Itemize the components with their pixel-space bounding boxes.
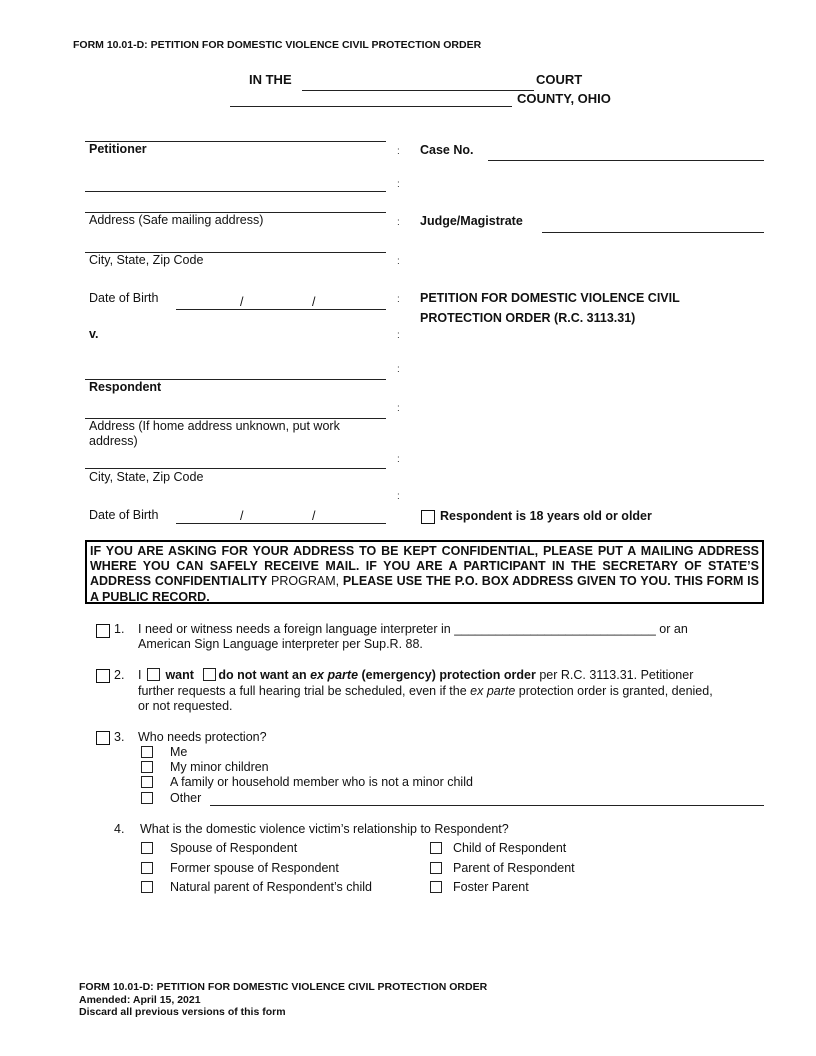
respondent-age-checkbox[interactable] (421, 510, 435, 524)
q1-text-line-1 (138, 622, 688, 636)
q2-ex-parte: ex parte (310, 668, 359, 682)
respondent-city-line[interactable] (85, 468, 386, 469)
q3-option-label: Me (170, 745, 188, 759)
caption-colon: : (397, 330, 400, 341)
q2-emergency-order: (emergency) protection order (358, 668, 536, 682)
q3-option-label: Other (170, 791, 202, 805)
versus-label: v. (89, 327, 99, 341)
q4-option-checkbox[interactable] (141, 881, 153, 893)
q3-option-checkbox[interactable] (141, 776, 153, 788)
q2-do-not-want-checkbox[interactable] (203, 668, 216, 681)
q1-text-a: I need or witness needs a foreign language interpreter in (138, 622, 451, 636)
q2-want-label: want (165, 668, 194, 682)
dob-slash: / (312, 509, 316, 523)
q3-option-label: A family or household member who is not a minor child (170, 775, 473, 789)
dob-slash: / (240, 509, 244, 523)
dob-slash: / (312, 295, 316, 309)
respondent-dob-line[interactable] (176, 523, 386, 524)
q4-number: 4. (114, 822, 125, 836)
q3-checkbox[interactable] (96, 731, 110, 745)
q3-option-checkbox[interactable] (141, 746, 153, 758)
q4-option-label: Spouse of Respondent (170, 841, 298, 855)
respondent-address-label-1: Address (If home address unknown, put work (89, 419, 340, 433)
caption-colon: : (397, 403, 400, 414)
q1-text-line-2: American Sign Language interpreter per Sup.R. 88. (138, 637, 423, 651)
q4-option-checkbox[interactable] (430, 842, 442, 854)
q2-rest-line-1: per R.C. 3113.31. Petitioner (535, 668, 694, 682)
q4-question: What is the domestic violence victim’s relationship to Respondent? (140, 822, 509, 836)
q2-text-line-3: or not requested. (138, 699, 233, 713)
respondent-label: Respondent (89, 380, 162, 394)
q2-number: 2. (114, 668, 125, 682)
q2-i: I (138, 668, 142, 682)
q4-option-checkbox[interactable] (141, 842, 153, 854)
q4-option-label: Foster Parent (453, 880, 529, 894)
q2-checkbox[interactable] (96, 669, 110, 683)
court-name-line[interactable] (302, 90, 534, 91)
q4-option-label: Child of Respondent (453, 841, 567, 855)
petitioner-dob-line[interactable] (176, 309, 386, 310)
q1-number: 1. (114, 622, 125, 636)
petition-title-line-2: PROTECTION ORDER (R.C. 3113.31) (420, 311, 636, 325)
q2-text-line-1 (138, 668, 693, 682)
caption-colon: : (397, 454, 400, 465)
respondent-city-label: City, State, Zip Code (89, 470, 204, 484)
respondent-dob-label: Date of Birth (89, 508, 159, 522)
confidentiality-notice-text (90, 544, 759, 605)
q1-checkbox[interactable] (96, 624, 110, 638)
q3-option-checkbox[interactable] (141, 761, 153, 773)
court-label: COURT (536, 72, 583, 87)
q4-option-checkbox[interactable] (141, 862, 153, 874)
q3-question: Who needs protection? (138, 730, 267, 744)
caption-colon: : (397, 146, 400, 157)
notice-part-1: IF YOU ARE ASKING FOR YOUR ADDRESS TO BE KEPT CONFIDENTIAL, PLEASE PUT A MAILING ADDRESS WHERE YOU CAN SAFELY RECEIVE MAIL. IF YOU ARE A PARTICIPANT IN THE SECRETARY OF STATE’S ADDRESS CONFIDENTIALITY (90, 544, 759, 589)
judge-line[interactable] (542, 232, 764, 233)
petition-title-line-1: PETITION FOR DOMESTIC VIOLENCE CIVIL (420, 291, 680, 305)
caption-colon: : (397, 217, 400, 228)
case-no-label: Case No. (420, 143, 474, 157)
q2-do-not-want-label: do not want (218, 668, 289, 682)
q3-option-checkbox[interactable] (141, 792, 153, 804)
q2-want-checkbox[interactable] (147, 668, 160, 681)
caption-colon: : (397, 364, 400, 375)
q2-an: an (288, 668, 311, 682)
caption-colon: : (397, 179, 400, 190)
q1-language-blank[interactable]: _____________________________ (454, 622, 656, 636)
dob-slash: / (240, 295, 244, 309)
petitioner-label: Petitioner (89, 142, 147, 156)
caption-colon: : (397, 256, 400, 267)
q4-option-checkbox[interactable] (430, 881, 442, 893)
petitioner-address-label: Address (Safe mailing address) (89, 213, 264, 227)
q4-option-label: Parent of Respondent (453, 861, 575, 875)
q2-line2-ex-parte: ex parte (470, 684, 516, 698)
q3-other-line[interactable] (210, 805, 764, 806)
footer-discard-note: Discard all previous versions of this form (79, 1006, 286, 1018)
county-name-line[interactable] (230, 106, 512, 107)
q3-option-label: My minor children (170, 760, 269, 774)
footer-form-title: FORM 10.01-D: PETITION FOR DOMESTIC VIOLENCE CIVIL PROTECTION ORDER (79, 981, 488, 993)
form-header-title: FORM 10.01-D: PETITION FOR DOMESTIC VIOLENCE CIVIL PROTECTION ORDER (73, 39, 482, 51)
q4-option-label: Former spouse of Respondent (170, 861, 339, 875)
respondent-age-label: Respondent is 18 years old or older (440, 509, 652, 523)
q3-number: 3. (114, 730, 125, 744)
footer-amended: Amended: April 15, 2021 (79, 994, 201, 1006)
petitioner-dob-label: Date of Birth (89, 291, 159, 305)
court-in-the-label: IN THE (249, 72, 292, 87)
case-no-line[interactable] (488, 160, 764, 161)
petitioner-extra-line[interactable] (85, 191, 386, 192)
caption-colon: : (397, 491, 400, 502)
petitioner-city-label: City, State, Zip Code (89, 253, 204, 267)
respondent-address-label-2: address) (89, 434, 138, 448)
q2-line2-a: further requests a full hearing trial be scheduled, even if the (138, 684, 471, 698)
confidentiality-notice-box (85, 540, 764, 604)
q4-option-label: Natural parent of Respondent’s child (170, 880, 372, 894)
notice-part-2: PROGRAM, (267, 574, 343, 589)
judge-label: Judge/Magistrate (420, 214, 523, 228)
notice-part-3: PLEASE USE THE P.O. BOX ADDRESS GIVEN TO YOU. THIS FORM IS A PUBLIC RECORD. (90, 574, 759, 604)
q2-line2-b: protection order is granted, denied, (515, 684, 713, 698)
county-label: COUNTY, OHIO (517, 91, 611, 106)
q4-option-checkbox[interactable] (430, 862, 442, 874)
q1-text-b: or an (659, 622, 688, 636)
caption-colon: : (397, 294, 400, 305)
q2-text-line-2 (138, 684, 713, 698)
